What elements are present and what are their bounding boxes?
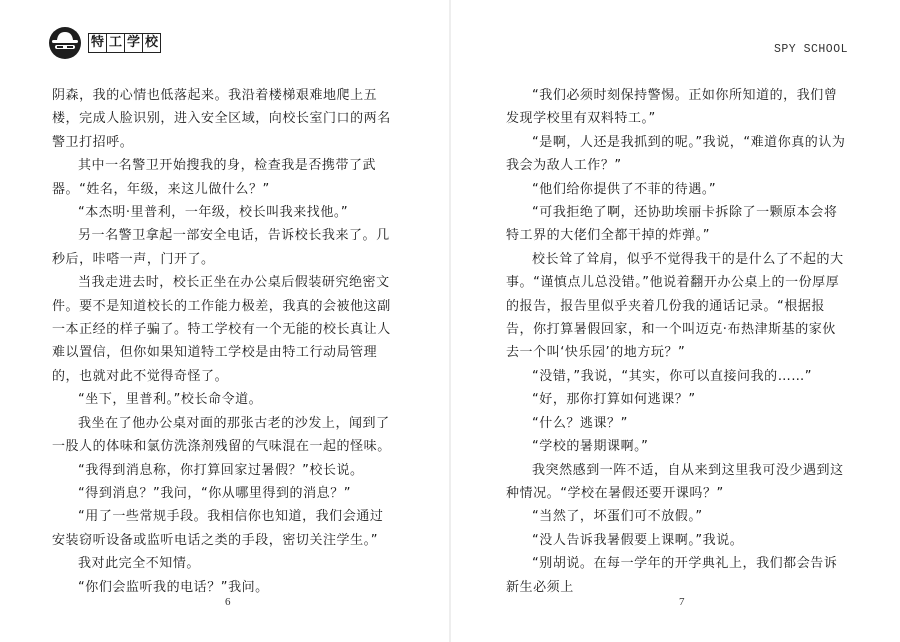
paragraph: “坐下，里普利。”校长命令道。 — [78, 392, 263, 408]
paragraph: 校长耸了耸肩，似乎不觉得我干的是什么了不起的大事。“谨慎点儿总没错。”他说着翻开办公桌上的一份厚厚的报告，报告里似乎夹着几份我的通话记录。“根据报告，你打算暑假回家，和一个叫迈克·布热津斯基的家伙去一个叫‘快乐园’的地方玩？” — [506, 251, 844, 361]
logo-char: 工 — [107, 34, 125, 52]
right-page-body — [506, 84, 849, 599]
paragraph: “学校的暑期课啊。” — [532, 439, 649, 455]
page-number: 6 — [225, 596, 231, 608]
paragraph: 另一名警卫拿起一部安全电话，告诉校长我来了。几秒后，咔嗒一声，门开了。 — [52, 228, 390, 267]
paragraph: “你们会监听我的电话？”我问。 — [78, 579, 269, 595]
paragraph: “好，那你打算如何逃课？” — [532, 392, 696, 408]
paragraph: “用了一些常规手段。我相信你也知道，我们会通过安装窃听设备或监听电话之类的手段，密切关注学生。” — [52, 509, 384, 548]
spy-hat-icon — [48, 26, 86, 60]
paragraph: “他们给你提供了不菲的待遇。” — [532, 181, 717, 197]
running-head: SPY SCHOOL — [773, 43, 848, 56]
logo-char: 校 — [145, 35, 159, 50]
paragraph: 我坐在了他办公桌对面的那张古老的沙发上，闻到了一股人的体味和氯仿洗涤剂残留的气味混在一起的怪味。 — [52, 415, 391, 455]
logo-char: 学 — [125, 34, 143, 52]
paragraph: “没人告诉我暑假要上课啊。”我说。 — [532, 532, 744, 548]
paragraph: “当然了，坏蛋们可不放假。” — [532, 509, 703, 525]
paragraph: 其中一名警卫开始搜我的身，检查我是否携带了武器。“姓名，年级，来这儿做什么？” — [52, 158, 377, 197]
paragraph: 当我走进去时，校长正坐在办公桌后假装研究绝密文件。要不是知道校长的工作能力极差，我真的会被他这副一本正经的样子骗了。特工学校有一个无能的校长真让人难以置信，但你如果知道特工学校是由特工行动局管理的，也就对此不觉得奇怪了。 — [52, 275, 391, 384]
left-page-body — [52, 84, 395, 599]
right-page — [450, 0, 900, 642]
page-number: 7 — [679, 596, 685, 608]
paragraph: “是啊，人还是我抓到的呢。”我说，“难道你真的认为我会为敌人工作？” — [506, 134, 846, 174]
paragraph: 我突然感到一阵不适，自从来到这里我可没少遇到这种情况。“学校在暑假还要开课吗？” — [506, 462, 844, 501]
paragraph: “别胡说。在每一学年的开学典礼上，我们都会告诉新生必须上 — [506, 556, 838, 595]
spy-school-logo — [48, 26, 161, 60]
paragraph: “本杰明·里普利，一年级，校长叫我来找他。” — [78, 205, 349, 221]
paragraph: “得到消息？”我问，“你从哪里得到的消息？” — [78, 485, 352, 501]
logo-char: 特 — [89, 34, 107, 52]
logo-wordmark — [88, 33, 161, 53]
paragraph: 我对此完全不知情。 — [78, 556, 200, 572]
paragraph: “什么？逃课？” — [532, 415, 628, 431]
paragraph: “我们必须时刻保持警惕。正如你所知道的，我们曾发现学校里有双料特工。” — [506, 88, 838, 127]
paragraph: “可我拒绝了啊，还协助埃丽卡拆除了一颗原本会将特工界的大佬们全都干掉的炸弹。” — [506, 205, 838, 244]
paragraph: 阴森，我的心情也低落起来。我沿着楼梯艰难地爬上五楼，完成人脸识别，进入安全区域，向校长室门口的两名警卫打招呼。 — [52, 88, 391, 150]
paragraph: “我得到消息称，你打算回家过暑假？”校长说。 — [78, 462, 364, 478]
paragraph: “没错，”我说，“其实，你可以直接问我的……” — [532, 368, 813, 384]
